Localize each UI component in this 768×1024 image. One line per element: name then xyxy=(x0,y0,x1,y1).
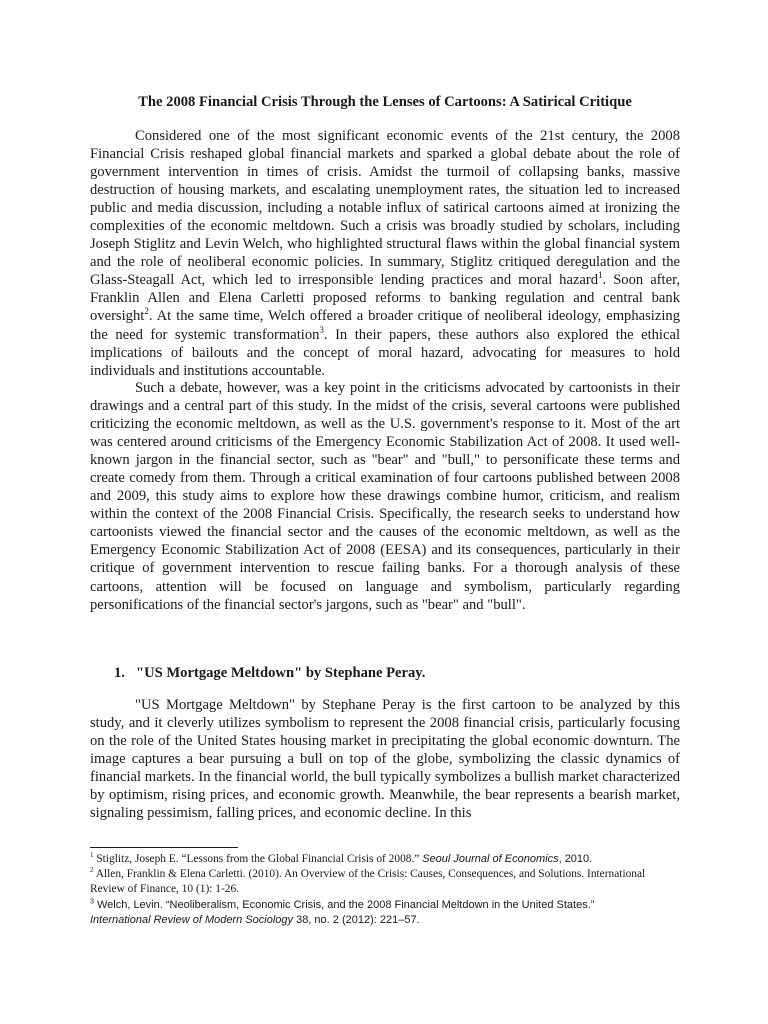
intro-text-3: . At the same time, Welch offered a broader critique of neoliberal ideology, emphasizing the need for systemic transformation xyxy=(90,308,680,343)
body-paragraph-2: Such a debate, however, was a key point in the criticisms advocated by cartoonists in their drawings and a central part of this study. In the midst of the crisis, several cartoons were published criticizing the economic meltdown, as well as the U.S. government's response to it. Most of the art was centered around criticisms of the Emergency Economic Stabilization Act of 2008. It used well-known jargon in the financial sector, such as "bear" and "bull," to personificate these terms and create comedy from them. Through a critical examination of four cartoons published between 2008 and 2009, this study aims to explore how these drawings combine humor, criticism, and realism within the context of the 2008 Financial Crisis. Specifically, the research seeks to understand how cartoonists viewed the financial sector and the causes of the economic meltdown, as well as the Emergency Economic Stabilization Act of 2008 (EESA) and its consequences, particularly in their critique of government intervention to rescue failing banks. For a thorough analysis of these cartoons, attention will be focused on language and symbolism, particularly regarding personifications of the financial sector's jargons, such as "bear" and "bull". xyxy=(90,380,680,613)
intro-text-1: Considered one of the most significant economic events of the 21st century, the 2008 Financial Crisis reshaped global financial markets and sparked a global debate about the role of government intervention in times of crisis. Amidst the turmoil of collapsing banks, massive destruction of housing markets, and escalating unemployment rates, the situation led to increased public and media discussion, including a notable influx of satirical cartoons aimed at ironizing the complexities of the economic meltdown. Such a crisis was broadly studied by scholars, including Joseph Stiglitz and Levin Welch, who highlighted structural flaws within the global financial system and the role of neoliberal economic policies. In summary, Stiglitz critiqued deregulation and the Glass-Steagall Act, which led to irresponsible lending practices and moral hazard xyxy=(90,128,680,289)
footnote-text: Allen, Franklin & Elena Carletti. (2010). An Overview of the Crisis: Causes, Consequences, and Solutions. International Review of Finance, 10 (1): 1-26. xyxy=(90,868,646,896)
section-1-paragraph: "US Mortgage Meltdown" by Stephane Peray is the first cartoon to be analyzed by this study, and it cleverly utilizes symbolism to represent the 2008 financial crisis, particularly focusing on the role of the United States housing market in precipitating the global economic downturn. The image captures a bear pursuing a bull on top of the globe, symbolizing the classic dynamics of financial markets. In the financial world, the bull typically symbolizes a bullish market characterized by optimism, rising prices, and economic growth. Meanwhile, the bear represents a bearish market, signaling pessimism, falling prices, and economic decline. In this xyxy=(90,697,680,822)
footnotes xyxy=(90,852,680,928)
footnote-text-end: , 2010. xyxy=(558,853,593,865)
footnote-ref-1[interactable]: 1 xyxy=(598,270,603,281)
footnote-journal: International Review of Modern Sociology xyxy=(90,913,294,926)
footnote-ref-3[interactable]: 3 xyxy=(319,324,324,335)
section-title: "US Mortgage Meltdown" by Stephane Peray. xyxy=(136,665,426,681)
footnote-text: Welch, Levin. “Neoliberalism, Economic Crisis, and the 2008 Financial Meltdown in the United States.” xyxy=(93,898,595,911)
footnote-text-end: 38, no. 2 (2012): 221–57. xyxy=(293,913,420,926)
footnote-ref-2[interactable]: 2 xyxy=(144,306,149,317)
section-1-heading xyxy=(114,664,425,682)
intro-paragraph xyxy=(90,127,680,380)
footnote-journal: Seoul Journal of Economics xyxy=(422,853,559,865)
footnote-mark: 2 xyxy=(90,866,94,875)
section-number: 1. xyxy=(114,665,125,681)
footnote-3 xyxy=(90,898,680,928)
footnote-mark: 1 xyxy=(90,851,94,860)
footnote-divider xyxy=(90,847,238,848)
document-title: The 2008 Financial Crisis Through the Lenses of Cartoons: A Satirical Critique xyxy=(138,94,632,110)
footnote-text: Stiglitz, Joseph E. “Lessons from the Global Financial Crisis of 2008.” xyxy=(93,853,423,865)
intro-text-4: . In their papers, these authors also explored the ethical implications of bailouts and the concept of moral hazard, advocating for measures to hold individuals and institutions accountable. xyxy=(90,326,681,379)
footnote-mark: 3 xyxy=(90,897,94,905)
intro-text-2: . Soon after, Franklin Allen and Elena Carletti proposed reforms to banking regulation and central bank oversight xyxy=(90,272,680,325)
footnote-2 xyxy=(90,867,680,897)
footnote-1 xyxy=(90,852,680,867)
